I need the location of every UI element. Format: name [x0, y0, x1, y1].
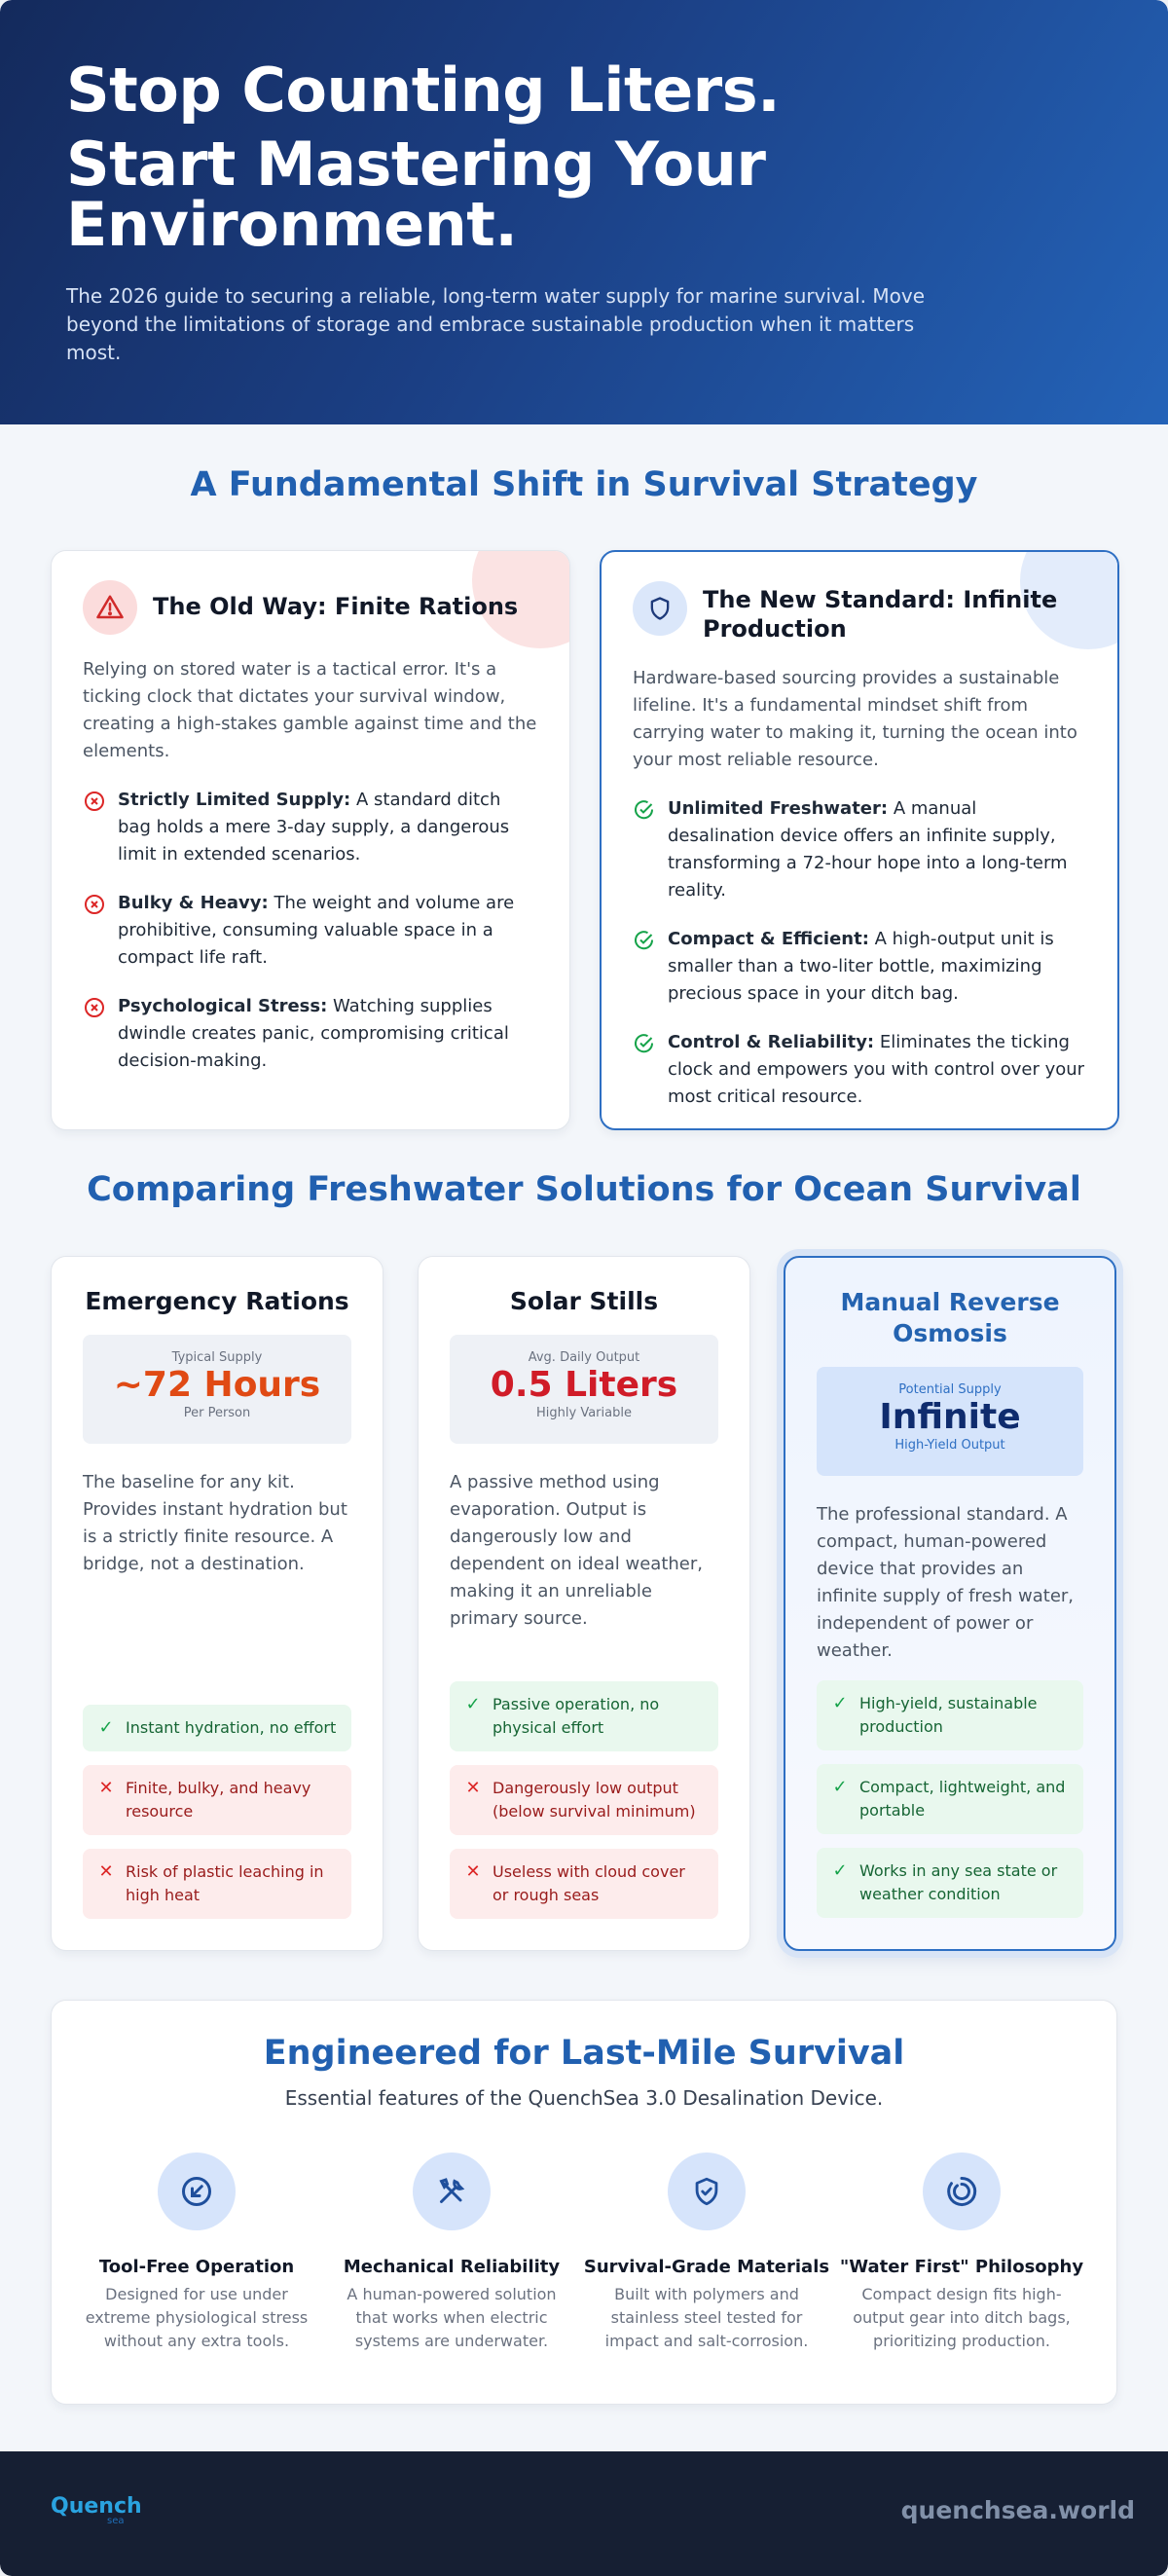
arrow-in-circle-icon [158, 2153, 236, 2230]
stat-label: Potential Supply [898, 1382, 1002, 1397]
check-icon: ✓ [832, 1693, 848, 1713]
pill-list [450, 1668, 718, 1919]
warning-triangle-icon [83, 580, 137, 635]
stat-box [83, 1335, 351, 1444]
features-lead: Essential features of the QuenchSea 3.0 Desalination Device. [284, 2086, 884, 2110]
hero-title-line-1: Stop Counting Liters. [66, 55, 781, 126]
pro-pill [817, 1848, 1083, 1918]
item-bold: Unlimited Freshwater: [668, 798, 889, 819]
stat-box [817, 1367, 1083, 1476]
manual-ro-card [784, 1256, 1116, 1951]
pill-text: Useless with cloud cover or rough seas [493, 1862, 685, 1904]
stat-value: Infinite [879, 1397, 1021, 1437]
card-title: Manual Reverse Osmosis [840, 1288, 1060, 1347]
new-standard-intro: Hardware-based sourcing provides a sustainable lifeline. It's a fundamental mindset shift from carrying water to making it, turning the ocean into your most reliable resource. [633, 668, 1077, 770]
con-pill [83, 1765, 351, 1835]
item-text: A manual desalination device offers an infinite supply, transforming a 72-hour hope into a long-term reality. [668, 798, 1068, 901]
old-way-header [83, 580, 538, 635]
feature-item [579, 2153, 834, 2353]
check-circle-icon [633, 929, 656, 952]
old-way-intro: Relying on stored water is a tactical error. It's a ticking clock that dictates your survival window, creating a high-stakes gamble against time and the elements. [83, 659, 537, 761]
check-icon: ✓ [465, 1694, 481, 1714]
feature-desc: Compact design fits high-output gear into ditch bags, prioritizing production. [853, 2285, 1071, 2350]
hero-subtitle: The 2026 guide to securing a reliable, long-term water supply for marine survival. Move beyond the limitations of storage and embrace sustainable production when it matters most. [66, 284, 926, 364]
card-description: The baseline for any kit. Provides instant hydration but is a strictly finite resource. A bridge, not a destination. [83, 1472, 347, 1574]
check-icon: ✓ [832, 1777, 848, 1797]
item-text: The weight and volume are prohibitive, consuming valuable space in a compact life raft. [118, 893, 515, 968]
stat-label: Typical Supply [171, 1350, 263, 1365]
item-text: Eliminates the ticking clock and empowers you with control over your most critical resource. [668, 1032, 1085, 1107]
logo-text: Quench [51, 2494, 142, 2519]
shield-check-icon [668, 2153, 746, 2230]
stat-sub: High-Yield Output [894, 1438, 1005, 1453]
stat-sub: Highly Variable [536, 1406, 632, 1420]
stat-sub: Per Person [183, 1406, 251, 1420]
hero-title-line-2: Start Mastering Your Environment. [66, 129, 766, 260]
features-title: Engineered for Last-Mile Survival [263, 2034, 905, 2073]
emergency-rations-card [51, 1256, 383, 1951]
new-standard-title: The New Standard: Infinite Production [703, 586, 1058, 643]
pill-text: Finite, bulky, and heavy resource [126, 1779, 311, 1821]
cross-icon: ✕ [465, 1778, 481, 1798]
new-standard-card [600, 550, 1119, 1130]
shift-section-title: A Fundamental Shift in Survival Strategy [190, 465, 978, 504]
feature-item [69, 2153, 324, 2353]
pill-text: Works in any sea state or weather condition [859, 1861, 1058, 1903]
logo-subtext: sea [107, 2516, 125, 2526]
card-title: Solar Stills [509, 1287, 659, 1315]
feature-title: "Water First" Philosophy [839, 2257, 1084, 2277]
pill-list [83, 1691, 351, 1919]
old-way-item [83, 890, 538, 972]
item-text: Watching supplies dwindle creates panic, compromising critical decision-making. [118, 996, 509, 1071]
check-circle-icon [633, 1032, 656, 1055]
old-way-item [83, 993, 538, 1075]
feature-title: Survival-Grade Materials [583, 2257, 830, 2277]
check-icon: ✓ [98, 1717, 114, 1738]
check-circle-icon [633, 798, 656, 822]
item-text: A high-output unit is smaller than a two-liter bottle, maximizing precious space in your ditch bag. [668, 929, 1054, 1004]
old-way-item [83, 787, 538, 868]
site-url-link[interactable]: quenchsea.world [900, 2496, 1135, 2524]
con-pill [83, 1849, 351, 1919]
cross-icon: ✕ [98, 1778, 114, 1798]
pro-pill [817, 1680, 1083, 1750]
pro-pill [83, 1705, 351, 1751]
compare-section-title: Comparing Freshwater Solutions for Ocean Survival [87, 1170, 1081, 1209]
shield-icon [633, 581, 687, 636]
old-way-title: The Old Way: Finite Rations [153, 593, 519, 620]
stat-label: Avg. Daily Output [528, 1350, 640, 1365]
stat-value: 0.5 Liters [490, 1365, 678, 1405]
card-title: Emergency Rations [85, 1287, 349, 1315]
crossed-tools-icon [413, 2153, 491, 2230]
pill-text: High-yield, sustainable production [859, 1694, 1038, 1736]
new-standard-item [633, 926, 1086, 1008]
features-panel [51, 2000, 1117, 2405]
item-bold: Bulky & Heavy: [118, 893, 269, 913]
pill-text: Risk of plastic leaching in high heat [126, 1862, 324, 1904]
x-circle-icon [83, 996, 106, 1019]
pill-list [817, 1667, 1083, 1918]
item-bold: Control & Reliability: [668, 1032, 875, 1052]
new-standard-item [633, 795, 1086, 904]
check-icon: ✓ [832, 1860, 848, 1881]
feature-desc: Built with polymers and stainless steel tested for impact and salt-corrosion. [604, 2285, 809, 2350]
con-pill [450, 1765, 718, 1835]
stat-value: ~72 Hours [113, 1365, 321, 1405]
feature-title: Tool-Free Operation [98, 2257, 295, 2277]
pro-pill [450, 1681, 718, 1751]
item-bold: Strictly Limited Supply: [118, 790, 351, 810]
pill-text: Instant hydration, no effort [126, 1718, 337, 1737]
pill-text: Dangerously low output (below survival minimum) [493, 1779, 696, 1821]
feature-desc: Designed for use under extreme physiological stress without any extra tools. [85, 2285, 309, 2350]
pro-pill [817, 1764, 1083, 1834]
card-description: The professional standard. A compact, human-powered device that provides an infinite supply of fresh water, independent of power or weather. [817, 1504, 1075, 1661]
feature-item [834, 2153, 1089, 2353]
cross-icon: ✕ [98, 1861, 114, 1882]
feature-item [324, 2153, 579, 2353]
item-bold: Compact & Efficient: [668, 929, 869, 949]
pill-text: Passive operation, no physical effort [493, 1695, 660, 1737]
stat-box [450, 1335, 718, 1444]
x-circle-icon [83, 790, 106, 813]
cross-icon: ✕ [465, 1861, 481, 1882]
x-circle-icon [83, 893, 106, 916]
footer [0, 2451, 1168, 2576]
item-bold: Psychological Stress: [118, 996, 328, 1016]
solar-stills-card [418, 1256, 750, 1951]
new-standard-item [633, 1029, 1086, 1111]
feature-title: Mechanical Reliability [343, 2257, 561, 2277]
quenchsea-logo[interactable] [51, 2494, 142, 2526]
pill-text: Compact, lightweight, and portable [859, 1778, 1066, 1820]
old-way-card [51, 550, 570, 1130]
hero-banner [0, 0, 1168, 424]
item-text: A standard ditch bag holds a mere 3-day supply, a dangerous limit in extended scenarios. [118, 790, 510, 865]
water-cycle-icon [923, 2153, 1001, 2230]
con-pill [450, 1849, 718, 1919]
feature-desc: A human-powered solution that works when electric systems are underwater. [347, 2285, 557, 2350]
new-standard-header [633, 581, 1086, 644]
card-description: A passive method using evaporation. Output is dangerously low and dependent on ideal weather, making it an unreliable primary source. [450, 1472, 703, 1629]
